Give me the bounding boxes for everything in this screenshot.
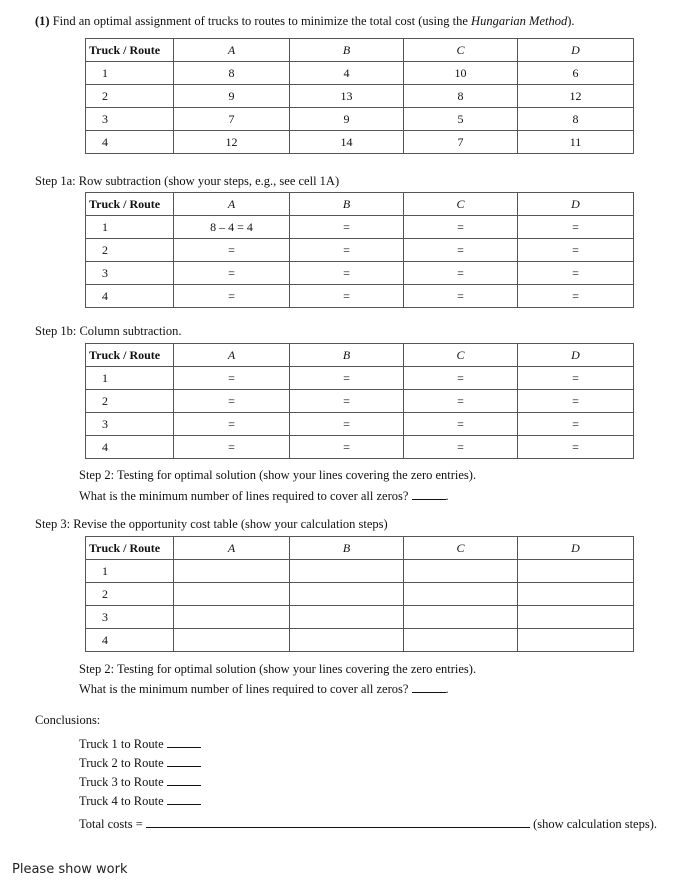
conclusions-title: Conclusions: bbox=[35, 713, 101, 727]
cell-3a[interactable]: = bbox=[174, 413, 290, 436]
cell-4b[interactable] bbox=[290, 629, 404, 652]
cell-3d[interactable]: = bbox=[518, 262, 634, 285]
cell-4b: 14 bbox=[290, 131, 404, 154]
cell-3c: 5 bbox=[404, 108, 518, 131]
row-label-truck-4: 4 bbox=[86, 285, 174, 308]
step2-first-answer-blank[interactable] bbox=[412, 488, 446, 500]
step2-second-period: . bbox=[445, 682, 449, 696]
total-costs-blank[interactable] bbox=[146, 816, 530, 828]
header-route-d: D bbox=[518, 344, 634, 367]
problem-text-before: Find an optimal assignment of trucks to routes to minimize the total cost (using the bbox=[52, 14, 472, 28]
conclusion-label: Truck 4 to Route bbox=[79, 794, 167, 808]
cell-2a: 9 bbox=[174, 85, 290, 108]
row-label-truck-1: 1 bbox=[86, 560, 174, 583]
cell-1a[interactable] bbox=[174, 560, 290, 583]
cell-1c[interactable]: = bbox=[404, 216, 518, 239]
cell-1a: 8 bbox=[174, 62, 290, 85]
table-row bbox=[86, 62, 634, 85]
cell-2c[interactable]: = bbox=[404, 239, 518, 262]
cell-1b: 4 bbox=[290, 62, 404, 85]
cell-2b[interactable]: = bbox=[290, 239, 404, 262]
cell-3d[interactable] bbox=[518, 606, 634, 629]
header-row bbox=[86, 193, 634, 216]
cell-2c: 8 bbox=[404, 85, 518, 108]
cell-1c[interactable]: = bbox=[404, 367, 518, 390]
cell-3b: 9 bbox=[290, 108, 404, 131]
step3-table bbox=[85, 536, 634, 652]
row-label-truck-4: 4 bbox=[86, 436, 174, 459]
header-row bbox=[86, 537, 634, 560]
header-route-d: D bbox=[518, 193, 634, 216]
cell-4d[interactable]: = bbox=[518, 285, 634, 308]
step2-second-answer-blank[interactable] bbox=[412, 681, 446, 693]
row-label-truck-3: 3 bbox=[86, 606, 174, 629]
table-row bbox=[86, 285, 634, 308]
table-row bbox=[86, 583, 634, 606]
conclusion-truck-4 bbox=[79, 793, 201, 809]
conclusion-label: Truck 3 to Route bbox=[79, 775, 167, 789]
header-route-a: A bbox=[174, 39, 290, 62]
cell-3d: 8 bbox=[518, 108, 634, 131]
header-route-b: B bbox=[290, 537, 404, 560]
cell-4c[interactable] bbox=[404, 629, 518, 652]
header-route-a: A bbox=[174, 193, 290, 216]
table-row bbox=[86, 436, 634, 459]
cell-3b[interactable]: = bbox=[290, 262, 404, 285]
table-row bbox=[86, 131, 634, 154]
cell-4c[interactable]: = bbox=[404, 285, 518, 308]
step2-first-period: . bbox=[445, 489, 449, 503]
cell-1d[interactable]: = bbox=[518, 216, 634, 239]
table-row bbox=[86, 239, 634, 262]
row-label-truck-3: 3 bbox=[86, 262, 174, 285]
table-row bbox=[86, 108, 634, 131]
cell-2a[interactable] bbox=[174, 583, 290, 606]
cell-2b[interactable] bbox=[290, 583, 404, 606]
conclusion-truck-3 bbox=[79, 774, 201, 790]
conclusion-blank[interactable] bbox=[167, 755, 201, 767]
conclusion-blank[interactable] bbox=[167, 793, 201, 805]
header-truck-route: Truck / Route bbox=[86, 39, 174, 62]
problem-method: Hungarian Method bbox=[471, 14, 568, 28]
row-label-truck-3: 3 bbox=[86, 413, 174, 436]
cell-1c: 10 bbox=[404, 62, 518, 85]
cell-4a[interactable] bbox=[174, 629, 290, 652]
total-costs-line bbox=[79, 816, 657, 832]
header-route-c: C bbox=[404, 537, 518, 560]
conclusion-truck-1 bbox=[79, 736, 201, 752]
cell-1a[interactable]: = bbox=[174, 367, 290, 390]
step1a-table bbox=[85, 192, 634, 308]
step2-first-line1: Step 2: Testing for optimal solution (show your lines covering the zero entries). bbox=[79, 468, 477, 482]
header-route-b: B bbox=[290, 344, 404, 367]
cell-4b[interactable]: = bbox=[290, 285, 404, 308]
cell-1b[interactable]: = bbox=[290, 367, 404, 390]
cost-table bbox=[85, 38, 634, 154]
row-label-truck-2: 2 bbox=[86, 239, 174, 262]
step1b-title: Step 1b: Column subtraction. bbox=[35, 324, 182, 338]
step2-first-question: What is the minimum number of lines required to cover all zeros? bbox=[79, 489, 412, 503]
conclusion-truck-2 bbox=[79, 755, 201, 771]
cell-1c[interactable] bbox=[404, 560, 518, 583]
cell-4d: 11 bbox=[518, 131, 634, 154]
cell-4d[interactable] bbox=[518, 629, 634, 652]
cell-1b[interactable] bbox=[290, 560, 404, 583]
cell-4d[interactable]: = bbox=[518, 436, 634, 459]
cell-2d: 12 bbox=[518, 85, 634, 108]
cell-4a[interactable]: = bbox=[174, 285, 290, 308]
cell-1a[interactable]: 8 – 4 = 4 bbox=[174, 216, 290, 239]
cell-4b[interactable]: = bbox=[290, 436, 404, 459]
total-costs-note: (show calculation steps). bbox=[529, 817, 657, 831]
cell-3a[interactable]: = bbox=[174, 262, 290, 285]
header-truck-route: Truck / Route bbox=[86, 344, 174, 367]
table-row bbox=[86, 560, 634, 583]
step3-title: Step 3: Revise the opportunity cost table (show your calculation steps) bbox=[35, 517, 388, 531]
cell-4c: 7 bbox=[404, 131, 518, 154]
total-costs-label: Total costs = bbox=[79, 817, 146, 831]
cell-3c[interactable]: = bbox=[404, 413, 518, 436]
header-route-d: D bbox=[518, 537, 634, 560]
conclusion-blank[interactable] bbox=[167, 774, 201, 786]
row-label-truck-1: 1 bbox=[86, 216, 174, 239]
table-row bbox=[86, 629, 634, 652]
cell-2a[interactable]: = bbox=[174, 239, 290, 262]
cell-2d[interactable]: = bbox=[518, 390, 634, 413]
problem-text-after: ). bbox=[567, 14, 575, 28]
cell-3b[interactable] bbox=[290, 606, 404, 629]
cell-2d[interactable] bbox=[518, 583, 634, 606]
table-row bbox=[86, 216, 634, 239]
cell-3c[interactable]: = bbox=[404, 262, 518, 285]
cell-4c[interactable]: = bbox=[404, 436, 518, 459]
header-route-c: C bbox=[404, 39, 518, 62]
row-label-truck-2: 2 bbox=[86, 583, 174, 606]
conclusion-blank[interactable] bbox=[167, 736, 201, 748]
step2-second-line2 bbox=[79, 681, 449, 697]
header-route-b: B bbox=[290, 193, 404, 216]
conclusion-label: Truck 1 to Route bbox=[79, 737, 167, 751]
cell-3b[interactable]: = bbox=[290, 413, 404, 436]
table-row bbox=[86, 606, 634, 629]
cell-3a[interactable] bbox=[174, 606, 290, 629]
cell-1d[interactable] bbox=[518, 560, 634, 583]
table-row bbox=[86, 367, 634, 390]
header-route-a: A bbox=[174, 344, 290, 367]
row-label-truck-1: 1 bbox=[86, 367, 174, 390]
cell-3a: 7 bbox=[174, 108, 290, 131]
header-truck-route: Truck / Route bbox=[86, 193, 174, 216]
table-row bbox=[86, 85, 634, 108]
step2-second-question: What is the minimum number of lines required to cover all zeros? bbox=[79, 682, 412, 696]
header-route-b: B bbox=[290, 39, 404, 62]
cell-2a[interactable]: = bbox=[174, 390, 290, 413]
conclusion-label: Truck 2 to Route bbox=[79, 756, 167, 770]
table-row bbox=[86, 390, 634, 413]
step2-first-line2 bbox=[79, 488, 449, 504]
cell-1d[interactable]: = bbox=[518, 367, 634, 390]
row-label-truck-3: 3 bbox=[86, 108, 174, 131]
cell-1d: 6 bbox=[518, 62, 634, 85]
cell-4a: 12 bbox=[174, 131, 290, 154]
table-row bbox=[86, 413, 634, 436]
cell-1b[interactable]: = bbox=[290, 216, 404, 239]
cell-2c[interactable]: = bbox=[404, 390, 518, 413]
header-route-c: C bbox=[404, 193, 518, 216]
row-label-truck-2: 2 bbox=[86, 85, 174, 108]
cell-3c[interactable] bbox=[404, 606, 518, 629]
header-route-a: A bbox=[174, 537, 290, 560]
cell-2c[interactable] bbox=[404, 583, 518, 606]
row-label-truck-2: 2 bbox=[86, 390, 174, 413]
table-row bbox=[86, 262, 634, 285]
header-row bbox=[86, 39, 634, 62]
step2-second-line1: Step 2: Testing for optimal solution (show your lines covering the zero entries). bbox=[79, 662, 477, 676]
problem-number: (1) bbox=[35, 14, 50, 28]
cell-4a[interactable]: = bbox=[174, 436, 290, 459]
header-route-c: C bbox=[404, 344, 518, 367]
cell-2b: 13 bbox=[290, 85, 404, 108]
step1a-title: Step 1a: Row subtraction (show your steps, e.g., see cell 1A) bbox=[35, 174, 340, 188]
problem-heading bbox=[35, 14, 575, 29]
footer-note: Please show work bbox=[12, 862, 128, 877]
row-label-truck-1: 1 bbox=[86, 62, 174, 85]
step1b-table bbox=[85, 343, 634, 459]
cell-2b[interactable]: = bbox=[290, 390, 404, 413]
cell-2d[interactable]: = bbox=[518, 239, 634, 262]
header-route-d: D bbox=[518, 39, 634, 62]
cell-3d[interactable]: = bbox=[518, 413, 634, 436]
header-row bbox=[86, 344, 634, 367]
row-label-truck-4: 4 bbox=[86, 629, 174, 652]
header-truck-route: Truck / Route bbox=[86, 537, 174, 560]
row-label-truck-4: 4 bbox=[86, 131, 174, 154]
